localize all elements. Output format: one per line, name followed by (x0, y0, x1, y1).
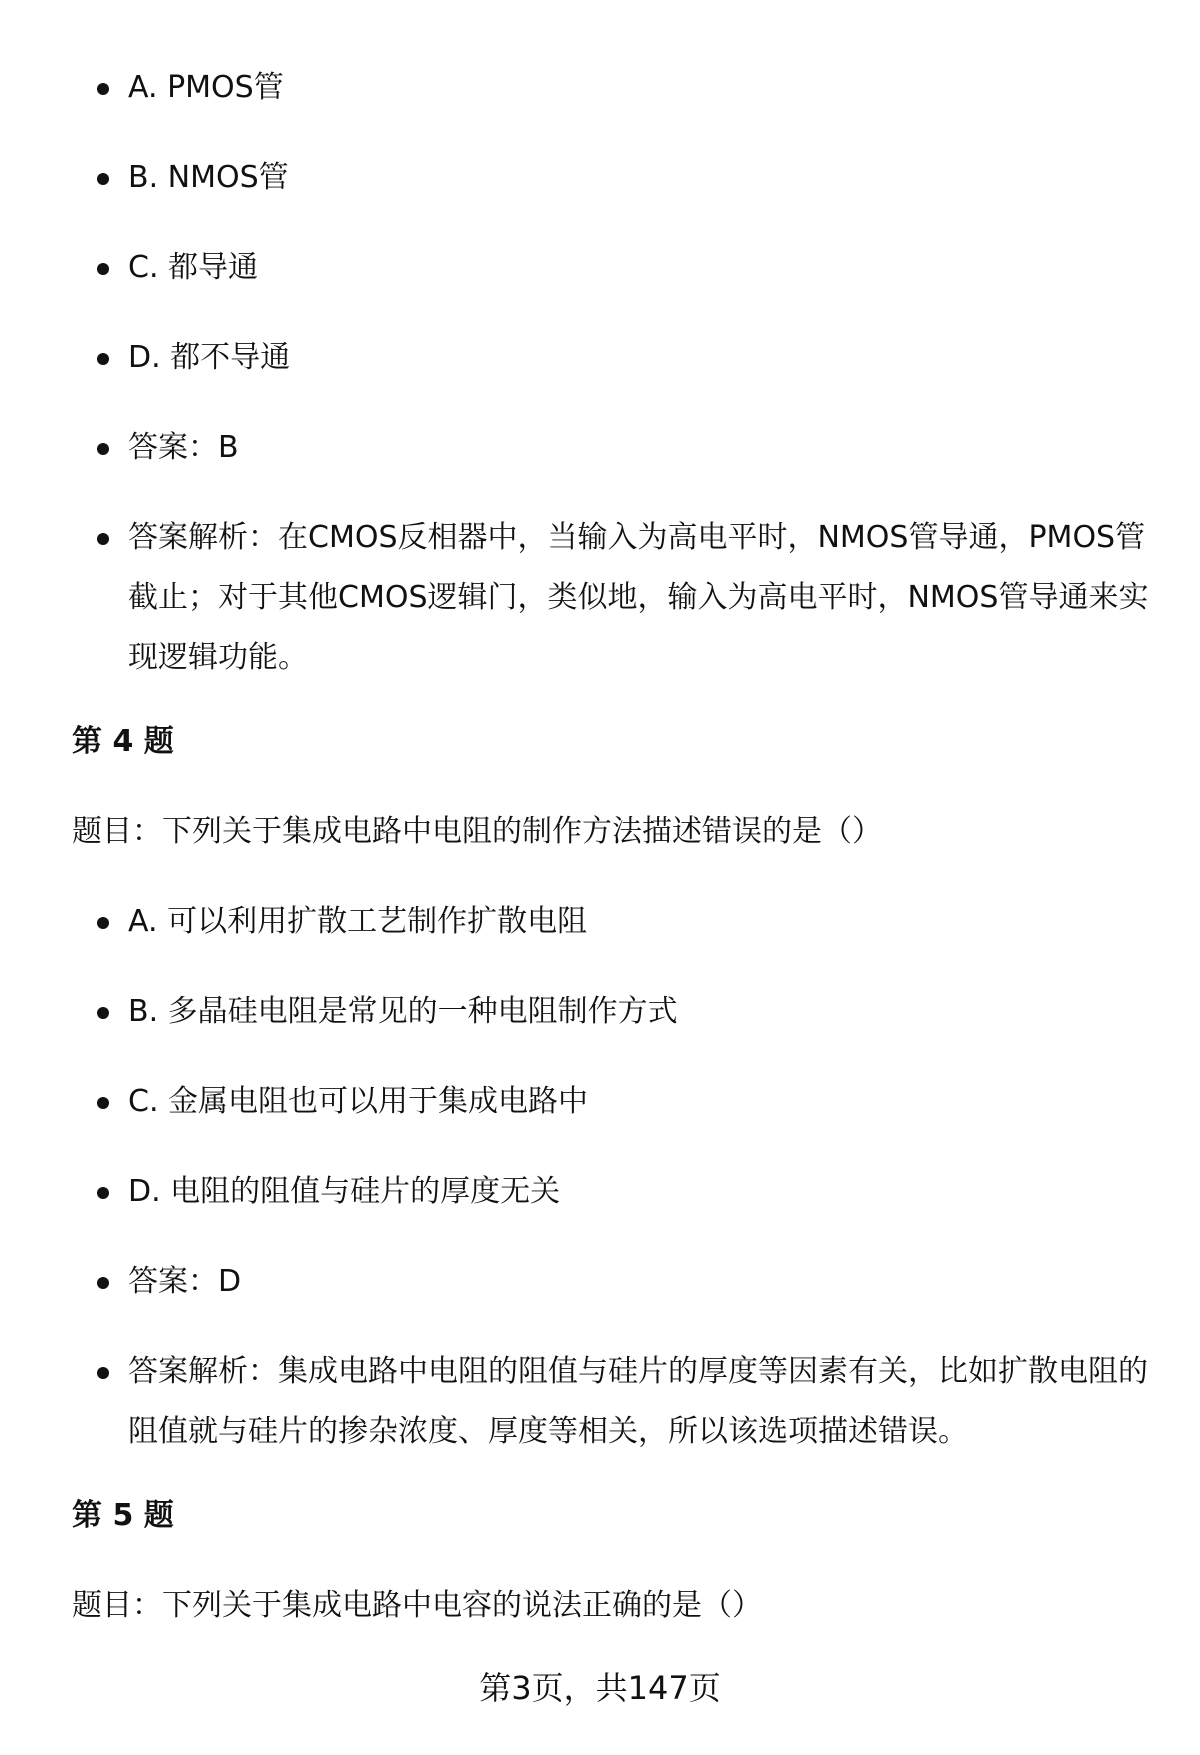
option-text: A. PMOS管 (128, 70, 284, 105)
option-text: D. 都不导通 (128, 340, 291, 375)
bullet-icon (97, 263, 109, 275)
q5-heading: 第 5 题 (72, 1498, 174, 1533)
option-text: C. 都导通 (128, 250, 259, 285)
bullet-icon (97, 443, 109, 455)
bullet-icon (97, 1187, 109, 1199)
q4-explanation (0, 1342, 1200, 1462)
answer-text: 答案：B (128, 430, 239, 465)
q4-heading: 第 4 题 (72, 724, 174, 759)
option-text: B. 多晶硅电阻是常见的一种电阻制作方式 (128, 994, 678, 1029)
q4-question: 题目：下列关于集成电路中电阻的制作方法描述错误的是（） (72, 814, 882, 849)
bullet-icon (97, 533, 109, 545)
page-number-footer: 第3页，共147页 (479, 1669, 721, 1707)
option-text: A. 可以利用扩散工艺制作扩散电阻 (128, 904, 588, 939)
q3-explanation (0, 508, 1200, 688)
option-text: B. NMOS管 (128, 160, 289, 195)
option-text: D. 电阻的阻值与硅片的厚度无关 (128, 1174, 561, 1209)
bullet-icon (97, 917, 109, 929)
explanation-text: 答案解析：集成电路中电阻的阻值与硅片的厚度等因素有关，比如扩散电阻的阻值就与硅片的掺杂浓度、厚度等相关，所以该选项描述错误。 (128, 1354, 1148, 1449)
bullet-icon (97, 173, 109, 185)
q3-option-b (0, 148, 1200, 208)
q4-option-d (0, 1162, 1200, 1222)
q4-option-c (0, 1072, 1200, 1132)
option-text: C. 金属电阻也可以用于集成电路中 (128, 1084, 589, 1119)
bullet-icon (97, 83, 109, 95)
q3-option-d (0, 328, 1200, 388)
q3-answer (0, 418, 1200, 478)
q4-option-list (0, 892, 1200, 1462)
q4-option-b (0, 982, 1200, 1042)
answer-text: 答案：D (128, 1264, 242, 1299)
bullet-icon (97, 1097, 109, 1109)
q3-option-c (0, 238, 1200, 298)
explanation-text: 答案解析：在CMOS反相器中，当输入为高电平时，NMOS管导通，PMOS管截止；对于其他CMOS逻辑门，类似地，输入为高电平时，NMOS管导通来实现逻辑功能。 (128, 520, 1149, 675)
bullet-icon (97, 1367, 109, 1379)
q3-option-list (0, 58, 1200, 688)
q5-question: 题目：下列关于集成电路中电容的说法正确的是（） (72, 1588, 762, 1623)
bullet-icon (97, 1277, 109, 1289)
q3-option-a (0, 58, 1200, 118)
q4-option-a (0, 892, 1200, 952)
bullet-icon (97, 1007, 109, 1019)
q4-answer (0, 1252, 1200, 1312)
bullet-icon (97, 353, 109, 365)
